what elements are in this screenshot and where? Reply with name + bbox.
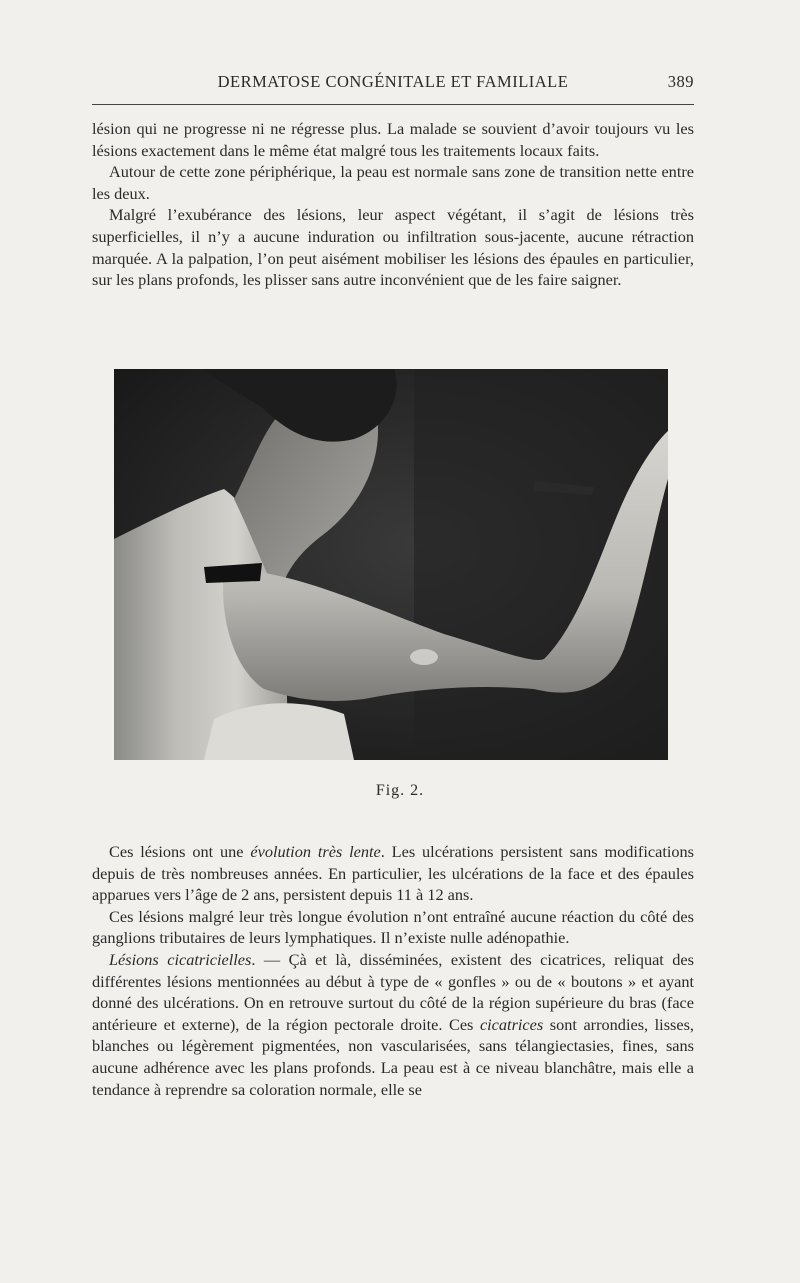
text-span: . Les ulcérations persistent sans modifications depuis de très nombreuses années. En particulier, les ulcérations de la face et des épaules apparues vers l’âge de 2 ans, persistent depuis 11 à 12 ans. (92, 842, 694, 905)
page-number: 389 (667, 72, 694, 91)
text-span: Ces lésions ont une (109, 842, 251, 861)
header-rule (92, 104, 694, 105)
paragraph (92, 841, 694, 906)
section-heading-italic: Lésions cicatricielles (109, 949, 252, 969)
paragraph: Ces lésions malgré leur très longue évolution n’ont entraîné aucune réaction du côté des ganglions tributaires de leurs lymphatiques. Il n’existe nulle adénopathie. (92, 906, 694, 948)
running-header (92, 70, 694, 94)
italic-term: cicatrices (479, 1014, 544, 1034)
running-title: DERMATOSE CONGÉNITALE ET FAMILIALE (217, 72, 569, 91)
paragraph (92, 949, 694, 1100)
text-span: . — Çà et là, disséminées, existent des cicatrices, reliquat des différentes lésions mentionnées au début à type de « gonfles » ou de « boutons » et ayant donné des ulcérations. On en retrouve surtout du côté de la région supérieure du bras (face antérieure et externe), de la région pectorale droite. Ces (92, 949, 694, 1034)
photograph-image (114, 369, 668, 760)
paragraph: Autour de cette zone périphérique, la peau est normale sans zone de transition nette entre les deux. (92, 162, 694, 203)
paragraph: lésion qui ne progresse ni ne régresse plus. La malade se souvient d’avoir toujours vu les lésions exactement dans le même état malgré tous les traitements locaux faits. (92, 119, 694, 160)
paragraph: Malgré l’exubérance des lésions, leur aspect végétant, il s’agit de lésions très superficielles, il n’y a aucune induration ou infiltration sous-jacente, aucune rétraction marquée. A la palpation, l’on peut aisément mobiliser les lésions des épaules en particulier, sur les plans profonds, les plisser sans autre inconvénient que de les faire saigner. (92, 205, 694, 290)
figure-caption: Fig. 2. (375, 782, 425, 799)
text-span: sont arrondies, lisses, blanches ou légèrement pigmentées, non vascularisées, sans télangiectasies, fines, sans aucune adhérence avec les plans profonds. La peau est à ce niveau blanchâtre, mais elle a tendance à reprendre sa coloration normale, elle se (92, 1014, 694, 1099)
body-text-bottom (92, 841, 694, 1100)
figure-photograph (114, 369, 668, 760)
body-text-top (92, 118, 694, 291)
italic-phrase: évolution très lente (250, 842, 381, 861)
